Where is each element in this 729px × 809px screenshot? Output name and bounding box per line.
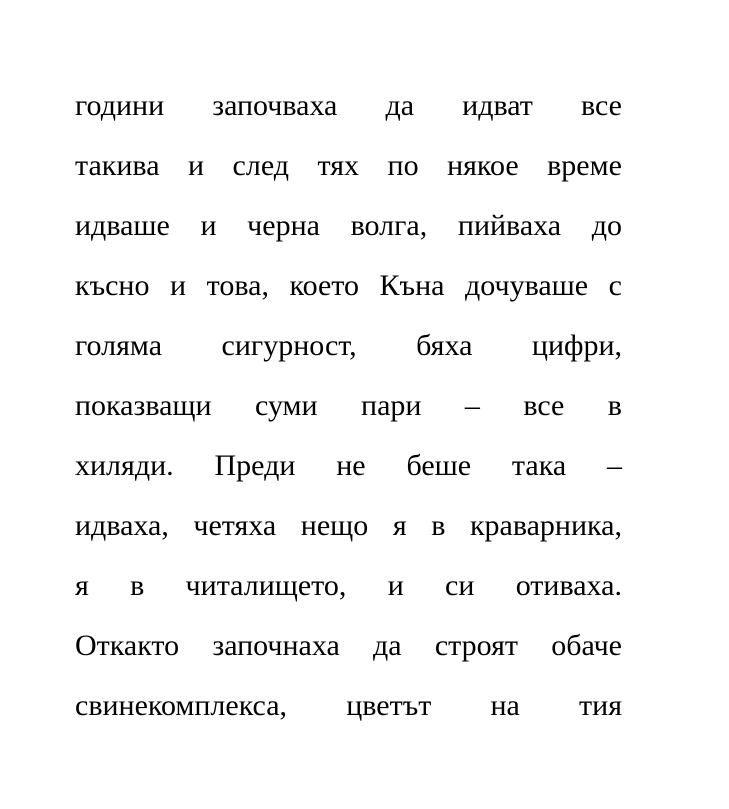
text-word: пийваха bbox=[457, 209, 562, 242]
text-word: започнаха bbox=[212, 629, 340, 662]
text-word: голяма bbox=[75, 329, 163, 362]
text-word: така bbox=[511, 449, 567, 482]
text-word: я bbox=[392, 509, 407, 542]
text-word: и bbox=[200, 209, 217, 242]
text-word: – bbox=[464, 389, 480, 422]
text-word: с bbox=[608, 269, 622, 302]
text-word: краварника, bbox=[469, 509, 622, 542]
text-word: по bbox=[387, 149, 419, 182]
text-word: да bbox=[385, 89, 415, 122]
text-word: и bbox=[387, 569, 404, 602]
text-word: четяха bbox=[193, 509, 277, 542]
text-word: – bbox=[607, 449, 622, 482]
text-word: в bbox=[607, 389, 622, 422]
text-word: някое bbox=[447, 149, 519, 182]
text-word: черна bbox=[247, 209, 320, 242]
text-word: и bbox=[188, 149, 205, 182]
text-line bbox=[75, 441, 622, 501]
text-word: читалището, bbox=[185, 569, 347, 602]
text-word: до bbox=[591, 209, 622, 242]
text-line bbox=[75, 561, 622, 621]
text-word: Преди bbox=[214, 449, 296, 482]
text-word: в bbox=[431, 509, 446, 542]
text-word: тях bbox=[317, 149, 360, 182]
text-word: си bbox=[445, 569, 475, 602]
text-word: и bbox=[170, 269, 187, 302]
text-word: което bbox=[289, 269, 359, 302]
text-word: идваха, bbox=[75, 509, 169, 542]
text-word: това, bbox=[206, 269, 269, 302]
text-word: пари bbox=[361, 389, 422, 422]
text-word: я bbox=[75, 569, 89, 602]
text-word: Откакто bbox=[75, 629, 180, 662]
text-word: строят bbox=[434, 629, 518, 662]
text-line bbox=[75, 621, 622, 681]
text-word: свинекомплекса, bbox=[75, 689, 288, 722]
text-line bbox=[75, 261, 622, 321]
text-word: в bbox=[130, 569, 145, 602]
text-word: все bbox=[581, 89, 622, 122]
text-word: хиляди. bbox=[75, 449, 174, 482]
text-word: суми bbox=[255, 389, 318, 422]
text-word: Къна bbox=[379, 269, 445, 302]
text-word: бяха bbox=[416, 329, 473, 362]
text-word: идваше bbox=[75, 209, 170, 242]
text-word: идват bbox=[462, 89, 533, 122]
text-line bbox=[75, 381, 622, 441]
text-word: години bbox=[75, 89, 165, 122]
text-word: сигурност, bbox=[221, 329, 357, 362]
text-word: късно bbox=[75, 269, 150, 302]
document-body-text bbox=[75, 81, 622, 741]
text-line bbox=[75, 681, 622, 741]
text-word: на bbox=[490, 689, 520, 722]
text-word: цветът bbox=[346, 689, 432, 722]
text-word: волга, bbox=[350, 209, 428, 242]
text-line bbox=[75, 201, 622, 261]
text-word: цифри, bbox=[531, 329, 622, 362]
text-word: време bbox=[547, 149, 622, 182]
text-word: след bbox=[232, 149, 290, 182]
text-word: нещо bbox=[300, 509, 369, 542]
text-word: започваха bbox=[212, 89, 338, 122]
text-word: отиваха. bbox=[515, 569, 622, 602]
text-line bbox=[75, 501, 622, 561]
text-line bbox=[75, 321, 622, 381]
text-word: тия bbox=[579, 689, 622, 722]
text-word: все bbox=[523, 389, 565, 422]
text-word: не bbox=[336, 449, 366, 482]
text-word: да bbox=[373, 629, 402, 662]
text-word: беше bbox=[406, 449, 472, 482]
text-word: такива bbox=[75, 149, 160, 182]
text-word: обаче bbox=[551, 629, 622, 662]
text-line bbox=[75, 81, 622, 141]
text-word: показващи bbox=[75, 389, 212, 422]
text-line bbox=[75, 141, 622, 201]
text-word: дочуваше bbox=[465, 269, 589, 302]
